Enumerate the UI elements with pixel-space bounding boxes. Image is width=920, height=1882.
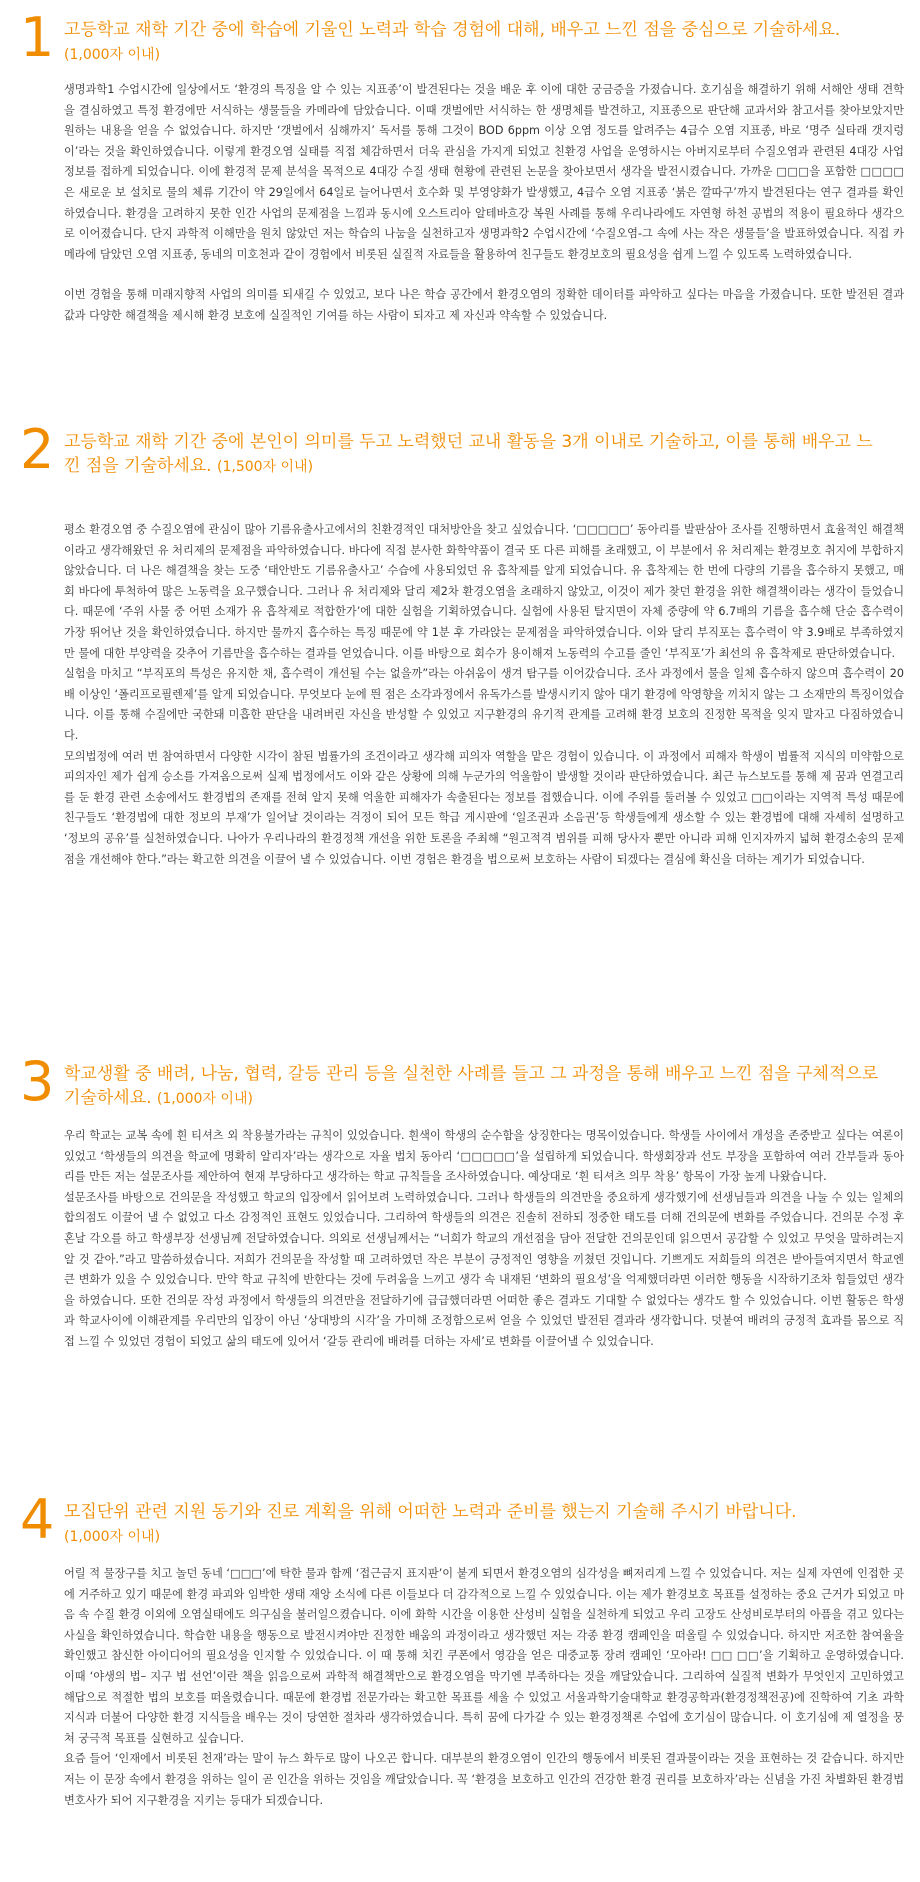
character-limit: (1,000자 이내) [64, 47, 161, 63]
answer-paragraph: 우리 학교는 교복 속에 흰 티셔츠 외 착용불가라는 규칙이 있었습니다. 흰색이 학생의 순수함을 상징한다는 명목이었습니다. 학생들 사이에서 개성을 존중받고 싶다는 여론이 있었고 ‘학생들의 의견을 학교에 명확히 알리자’라는 생각으로 자율 법치 동아리 ‘□□□□□’을 설립하게 되었습니다. 학생회장과 선도 부장을 포함하여 여러 간부들과 동아리를 만든 저는 설문조사를 제안하여 현재 부당하다고 생각하는 학교 규칙들을 조사하였습니다. 예상대로 ‘흰 티셔츠 의무 착용’ 항목이 가장 높게 나왔습니다. [64, 1129, 904, 1184]
question-text: 학교생활 중 배려, 나눔, 협력, 갈등 관리 등을 실천한 사례를 들고 그 과정을 통해 배우고 느낀 점을 구체적으로 기술하세요. [64, 1064, 879, 1108]
character-limit: (1,000자 이내) [64, 1529, 161, 1545]
question-number: 4 [20, 1488, 55, 1551]
answer-paragraph: 생명과학1 수업시간에 일상에서도 ‘환경의 특징을 알 수 있는 지표종’이 발견된다는 것을 배운 후 이에 대한 궁금증을 가졌습니다. 호기심을 해결하기 위해 서해안 생태 견학을 결심하였고 특정 환경에만 서식하는 생물들을 카메라에 담았습니다. 이때 갯벌에만 서식하는 한 생명체를 발견하고, 지표종으로 판단해 교과서와 참고서를 찾아보았지만 원하는 내용을 얻을 수 없었습니다. 하지만 ‘갯벌에서 심해까지’ 독서를 통해 그것이 BOD 6ppm 이상 오염 정도를 알려주는 4급수 오염 지표종, 바로 ‘명주 실타래 갯지렁이’라는 것을 확인하였습니다. 이렇게 환경오염 실태를 직접 체감하면서 더욱 관심을 가지게 되었고 친환경 사업을 운영하시는 아버지로부터 수질오염과 관련된 4대강 사업 정보를 접하게 되었습니다. 이에 환경적 문제 분석을 목적으로 4대강 수질 생태 현황에 관련된 논문을 찾아보면서 생각을 발전시켰습니다. 가까운 □□□을 포함한 □□□□은 새로운 보 설치로 물의 체류 기간이 약 29일에서 64일로 늘어나면서 호수화 및 부영양화가 발생했고, 4급수 오염 지표종 ‘붉은 깔따구’까지 발견된다는 연구 결과를 확인하였습니다. 환경을 고려하지 못한 인간 사업의 문제점을 느낌과 동시에 오스트리아 알테바흐강 복원 사례를 통해 우리나라에도 자연형 하천 공법의 적용이 필요하다 생각으로 이어졌습니다. 단지 과학적 이해만을 원치 않았던 저는 학습의 나눔을 실천하고자 생명과학2 수업시간에 ‘수질오염-그 속에 사는 작은 생물들’을 발표하였습니다. 직접 카메라에 담았던 오염 지표종, 동네의 미호천과 같이 경험에서 비롯된 실질적 자료들을 활용하여 친구들도 환경보호의 필요성을 쉽게 느낄 수 있도록 노력하였습니다. [64, 83, 904, 261]
question-title [64, 1500, 884, 1549]
character-limit: (1,500자 이내) [217, 459, 314, 475]
answer-paragraph: 설문조사를 바탕으로 건의문을 작성했고 학교의 입장에서 읽어보려 노력하였습니다. 그러나 학생들의 의견만을 중요하게 생각했기에 선생님들과 의견을 나눌 수 있는 일체의 합의점도 이끌어 낼 수 없었고 다소 감정적인 표현도 있었습니다. 그리하여 학생들의 의견은 진솔히 전하되 정중한 태도를 더해 건의문에 변화를 주었습니다. 건의문 수정 후 혼날 각오를 하고 학생부장 선생님께 전달하였습니다. 의외로 선생님께서는 “너희가 학교의 개선점을 담아 전달한 건의문인데 읽으면서 공감할 수 있었고 무엇을 말하려는지 알 것 같아.”라고 말씀하셨습니다. 저희가 건의문을 작성할 때 고려하였던 작은 부분이 긍정적인 영향을 끼쳤던 것입니다. 기쁘게도 저희들의 의견은 받아들여지면서 학교엔 큰 변화가 있을 수 있었습니다. 만약 학교 규칙에 반한다는 것에 두려움을 느끼고 생각 속 내재된 ‘변화의 필요성’을 억제했더라면 이러한 행동을 시작하기조차 힘들었던 생각을 하였습니다. 또한 건의문 작성 과정에서 학생들의 의견만을 전달하기에 급급했더라면 어떠한 좋은 결과도 기대할 수 없었다는 생각도 할 수 있었습니다. 이번 활동은 학생과 학교사이에 이해관계를 우리만의 입장이 아닌 ‘상대방의 시각’을 가미해 조정함으로써 얻을 수 있었던 발전된 결과라 생각합니다. 덧붙여 배려의 긍정적 효과를 몸으로 직접 느낄 수 있었던 경험이 되었고 삶의 태도에 있어서 ‘갈등 관리에 배려를 더하는 자세’로 변화를 이끌어낼 수 있었습니다. [64, 1190, 904, 1348]
question-text: 고등학교 재학 기간 중에 학습에 기울인 노력과 학습 경험에 대해, 배우고 느낀 점을 중심으로 기술하세요. [64, 20, 841, 40]
answer-paragraph: 실험을 마치고 “부직포의 특성은 유지한 채, 흡수력이 개선될 수는 없을까”라는 아쉬움이 생겨 탐구를 이어갔습니다. 조사 과정에서 물을 일체 흡수하지 않으며 흡수력이 20배 이상인 ‘폴리프로필렌제’를 알게 되었습니다. 무엇보다 눈에 띈 점은 소각과정에서 유독가스를 발생시키지 않아 대기 환경에 악영향을 끼치지 않는 그 소재만의 특징이었습니다. 이를 통해 수질에만 국한돼 미흡한 판단을 내려버린 자신을 반성할 수 있었고 지구환경의 유기적 관계를 고려해 환경 보호의 진정한 목적을 잊지 말자고 다짐하였습니다. [64, 667, 904, 742]
answer-body [64, 1126, 904, 1353]
question-number: 3 [20, 1050, 55, 1113]
question-text: 모집단위 관련 지원 동기와 진로 계획을 위해 어떠한 노력과 준비를 했는지 기술해 주시기 바랍니다. [64, 1502, 797, 1522]
question-number: 1 [20, 6, 55, 69]
answer-body [64, 80, 904, 327]
question-number: 2 [20, 418, 55, 481]
answer-paragraph: 어릴 적 물장구를 치고 놀던 동네 ‘□□□’에 탁한 물과 함께 ‘접근금지 표지판’이 붙게 되면서 환경오염의 심각성을 뼈저리게 느낄 수 있었습니다. 저는 실제 자연에 인접한 곳에 거주하고 있기 때문에 환경 파괴와 임박한 생태 재앙 소식에 다른 이들보다 더 감각적으로 느낄 수 있었습니다. 이는 제가 환경보호 목표를 설정하는 중요 근거가 되었고 마음 속 수질 환경 이외에 오염실태에도 의구심을 불러일으켰습니다. 이에 화학 시간을 이용한 산성비 실험을 실천하게 되었고 우리 고장도 산성비로부터의 아픔을 겪고 있다는 사실을 확인하였습니다. 학습한 내용을 행동으로 발전시켜야만 진정한 배움의 과정이라고 생각했던 저는 각종 환경 캠페인을 떠올릴 수 있었습니다. 하지만 저조한 참여율을 확인했고 참신한 아이디어의 필요성을 인지할 수 있었습니다. 이 때 통해 치킨 쿠폰에서 영감을 얻은 대중교통 장려 캠페인 ‘모아라! □□ □□’을 기획하고 운영하였습니다. 이때 ‘야생의 법– 지구 법 선언’이란 책을 읽음으로써 과학적 해결책만으로 환경오염을 막기엔 부족하다는 것을 깨달았습니다. 그리하여 실질적 변화가 무엇인지 고민하였고 해답으로 적절한 법의 보호를 떠올렸습니다. 때문에 환경법 전문가라는 확고한 목표를 세울 수 있었고 서울과학기술대학교 환경공학과(환경정책전공)에 진학하여 기초 과학 지식과 더불어 다양한 환경 지식들을 배우는 것이 당연한 절차라 생각하였습니다. 특히 꿈에 다가갈 수 있는 환경정책론 수업에 호기심이 많습니다. 이 호기심에 제 열정을 뭉쳐 궁극적 목표를 실현하고 싶습니다. [64, 1567, 904, 1745]
question-text: 고등학교 재학 기간 중에 본인이 의미를 두고 노력했던 교내 활동을 3개 이내로 기술하고, 이를 통해 배우고 느낀 점을 기술하세요. [64, 432, 873, 476]
character-limit: (1,000자 이내) [156, 1091, 253, 1107]
question-title [64, 1062, 884, 1111]
question-title [64, 430, 884, 479]
answer-paragraph: 요즘 들어 ‘인재에서 비롯된 천재’라는 말이 뉴스 화두로 많이 나오곤 합니다. 대부분의 환경오염이 인간의 행동에서 비롯된 결과물이라는 것을 표현하는 것 같습니다. 하지만 저는 이 문장 속에서 환경을 위하는 일이 곧 인간을 위하는 것임을 깨달았습니다. 꼭 ‘환경을 보호하고 인간의 건강한 환경 권리를 보호하자’라는 신념을 가진 차별화된 환경법 변호사가 되어 지구환경을 지키는 등대가 되겠습니다. [64, 1752, 904, 1807]
question-title [64, 18, 884, 67]
answer-paragraph: 모의법정에 여러 번 참여하면서 다양한 시각이 참된 법률가의 조건이라고 생각해 피의자 역할을 맡은 경험이 있습니다. 이 과정에서 피해자 학생이 법률적 지식의 미약함으로 피의자인 제가 쉽게 승소를 가져옴으로써 실제 법정에서도 이와 같은 상황에 의해 누군가의 억울함이 발생할 것이라 판단하였습니다. 최근 뉴스보도를 통해 제 꿈과 연결고리를 둔 환경 관련 소송에서도 환경법의 존재를 전혀 알지 못해 억울한 피해자가 속출된다는 정보를 접했습니다. 이에 주위를 둘러볼 수 있었고 □□이라는 지역적 특성 때문에 친구들도 ‘환경법에 대한 정보의 부재’가 일어날 것이라는 걱정이 되어 모든 학급 게시판에 ‘일조권과 소음권’등 학생들에게 생소할 수 있는 환경법에 대해 자세히 설명하고 ‘정보의 공유’를 실천하였습니다. 나아가 우리나라의 환경정책 개선을 위한 토론을 주최해 “원고적격 범위를 피해 당사자 뿐만 아니라 피해 인지자까지 넓혀 환경소송의 문제점을 개선해야 한다.”라는 확고한 의견을 이끌어 낼 수 있었습니다. 이번 경험은 환경을 법으로써 보호하는 사람이 되겠다는 결심에 확신을 더하는 계기가 되었습니다. [64, 749, 904, 866]
answer-body [64, 520, 904, 870]
answer-paragraph: 평소 환경오염 중 수질오염에 관심이 많아 기름유출사고에서의 친환경적인 대처방안을 찾고 싶었습니다. ‘□□□□□’ 동아리를 발판삼아 조사를 진행하면서 효율적인 해결책이라고 생각해왔던 유 처리제의 문제점을 파악하였습니다. 바다에 직접 분사한 화학약품이 결국 또 다른 피해를 초래했고, 이 부분에서 유 처리제는 환경보호 취지에 부합하지 않았습니다. 더 나은 해결책을 찾는 도중 ‘태안반도 기름유출사고’ 수습에 사용되었던 유 흡착제를 알게 되었습니다. 유 흡착제는 한 번에 다량의 기름을 흡수하지 못했고, 매 회 바다에 투척하여 많은 노동력을 요구했습니다. 그러나 유 처리제와 달리 제2차 환경오염을 초래하지 않았고, 이것이 제가 찾던 환경을 위한 해결책이라는 생각이 들었습니다. 때문에 ‘주위 사물 중 어떤 소재가 유 흡착제로 적합한가’에 대한 실험을 기획하였습니다. 실험에 사용된 탈지면이 자체 중량에 약 6.7배의 기름을 흡수해 단순 흡수력이 가장 뛰어난 것을 확인하였습니다. 하지만 물까지 흡수하는 특징 때문에 약 1분 후 가라앉는 문제점을 파악하였습니다. 이와 달리 부직포는 흡수력이 약 3.9배로 부족하였지만 물에 대한 부양력을 갖추어 기름만을 흡수하는 결과를 얻었습니다. 이를 바탕으로 회수가 용이해져 노동력의 수고를 줄인 ‘부직포’가 최선의 유 흡착제로 판단하였습니다. [64, 523, 904, 660]
answer-paragraph: 이번 경험을 통해 미래지향적 사업의 의미를 되새길 수 있었고, 보다 나은 학습 공간에서 환경오염의 정확한 데이터를 파악하고 싶다는 마음을 가졌습니다. 또한 발전된 결과 값과 다양한 해결책을 제시해 환경 보호에 실질적인 기여를 하는 사람이 되자고 제 자신과 약속할 수 있었습니다. [64, 288, 904, 322]
answer-body [64, 1564, 904, 1811]
